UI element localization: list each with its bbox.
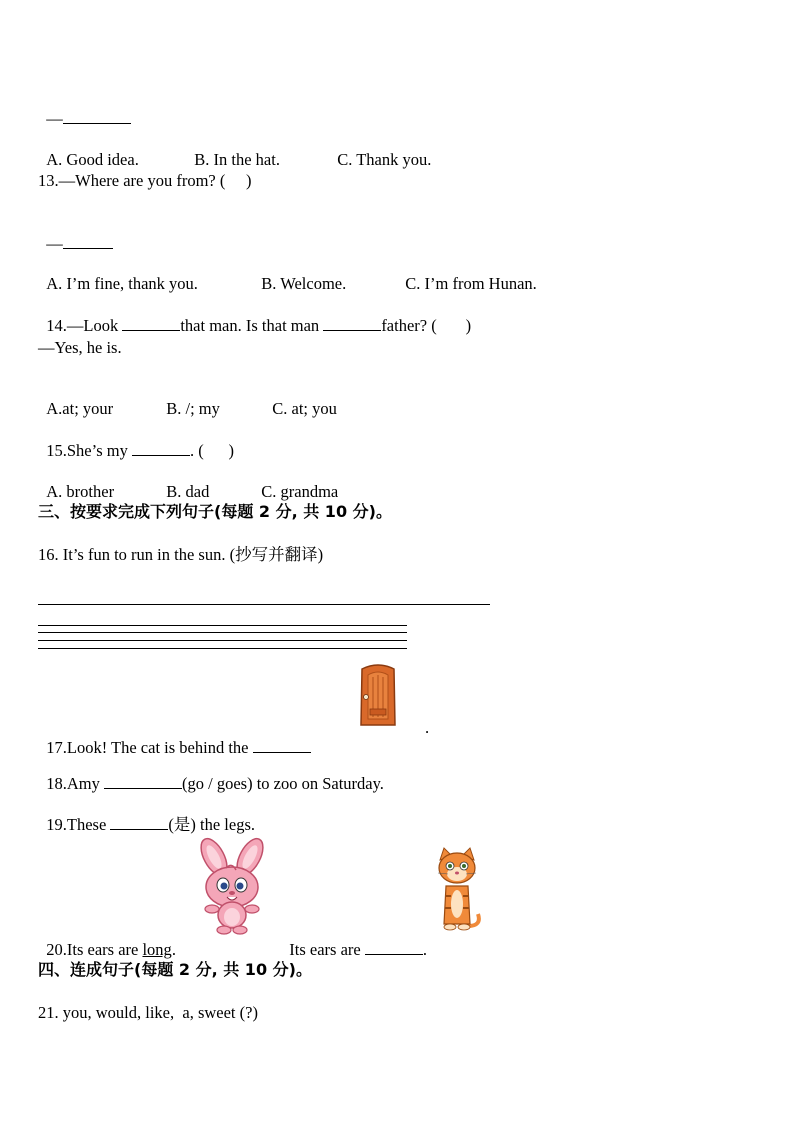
q17-period: . xyxy=(425,718,430,737)
q15-part1: 15.She’s my xyxy=(46,441,132,460)
q15-blank[interactable] xyxy=(132,441,190,456)
q13-option-a[interactable]: A. I’m fine, thank you. xyxy=(46,274,198,293)
q20-question-part2 xyxy=(281,920,427,960)
q14-part2: that man. Is that man xyxy=(180,316,324,335)
q13-option-c[interactable]: C. I’m from Hunan. xyxy=(405,274,537,293)
q19-question xyxy=(38,795,255,835)
q20-part3: Its ears are xyxy=(289,940,365,959)
q14-part3: father? ( ) xyxy=(381,316,472,335)
section4-heading: 四、连成句子(每题 2 分, 共 10 分)。 xyxy=(38,960,312,979)
q13-option-b[interactable]: B. Welcome. xyxy=(261,274,347,293)
q16-writing-line[interactable] xyxy=(38,632,407,633)
q13-blank[interactable] xyxy=(63,234,113,249)
q15-question xyxy=(38,421,234,461)
q17-part1: 17.Look! The cat is behind the xyxy=(46,738,253,757)
q12-options xyxy=(38,130,431,170)
q14-blank-1[interactable] xyxy=(122,316,180,331)
q12-answer-line xyxy=(38,89,131,129)
q14-blank-2[interactable] xyxy=(323,316,381,331)
q14-options xyxy=(38,379,337,419)
q14-option-a[interactable]: A.at; your xyxy=(46,399,114,418)
q19-part2: (是) the legs. xyxy=(168,815,256,834)
q13-answer-line xyxy=(38,214,113,254)
q12-option-b[interactable]: B. In the hat. xyxy=(194,150,280,169)
q17-question xyxy=(38,718,311,758)
q20-question-part1 xyxy=(38,920,176,960)
q16-writing-line[interactable] xyxy=(38,648,407,649)
cat-icon xyxy=(432,846,482,936)
q14-answer: —Yes, he is. xyxy=(38,338,122,357)
q16-writing-line[interactable] xyxy=(38,640,407,641)
q12-blank[interactable] xyxy=(63,109,131,124)
q12-option-c[interactable]: C. Thank you. xyxy=(337,150,432,169)
q21-question: 21. you, would, like, a, sweet (?) xyxy=(38,1003,258,1022)
section3-heading: 三、按要求完成下列句子(每题 2 分, 共 10 分)。 xyxy=(38,502,392,521)
q15-options xyxy=(38,462,338,502)
q16-question: 16. It’s fun to run in the sun. (抄写并翻译) xyxy=(38,545,324,564)
q18-part1: 18.Amy xyxy=(46,774,104,793)
q12-option-a[interactable]: A. Good idea. xyxy=(46,150,139,169)
q15-part2: . ( ) xyxy=(189,441,234,460)
q13-question: 13.—Where are you from? ( ) xyxy=(38,171,252,190)
q12-dash: — xyxy=(46,109,63,128)
q20-part2: . xyxy=(171,940,176,959)
q18-part2: (go / goes) to zoo on Saturday. xyxy=(182,774,384,793)
rabbit-icon xyxy=(190,835,276,935)
q20-part1: 20.Its ears are xyxy=(46,940,143,959)
q14-part1: 14.—Look xyxy=(46,316,123,335)
q14-question xyxy=(38,296,471,336)
q20-underlined-word: long xyxy=(142,940,172,959)
q14-option-b[interactable]: B. /; my xyxy=(166,399,220,418)
q13-options xyxy=(38,254,537,294)
q20-blank[interactable] xyxy=(365,940,423,955)
q19-part1: 19.These xyxy=(46,815,111,834)
q15-option-a[interactable]: A. brother xyxy=(46,482,115,501)
q19-blank[interactable] xyxy=(110,815,168,830)
q20-part4: . xyxy=(422,940,427,959)
q17-blank[interactable] xyxy=(253,738,311,753)
q18-blank[interactable] xyxy=(104,774,182,789)
q15-option-b[interactable]: B. dad xyxy=(166,482,210,501)
q16-writing-line[interactable] xyxy=(38,625,407,626)
q16-writing-line[interactable] xyxy=(38,604,490,605)
q14-option-c[interactable]: C. at; you xyxy=(272,399,337,418)
q18-question xyxy=(38,754,384,794)
q15-option-c[interactable]: C. grandma xyxy=(261,482,339,501)
q13-dash: — xyxy=(46,234,63,253)
door-icon xyxy=(356,663,400,729)
